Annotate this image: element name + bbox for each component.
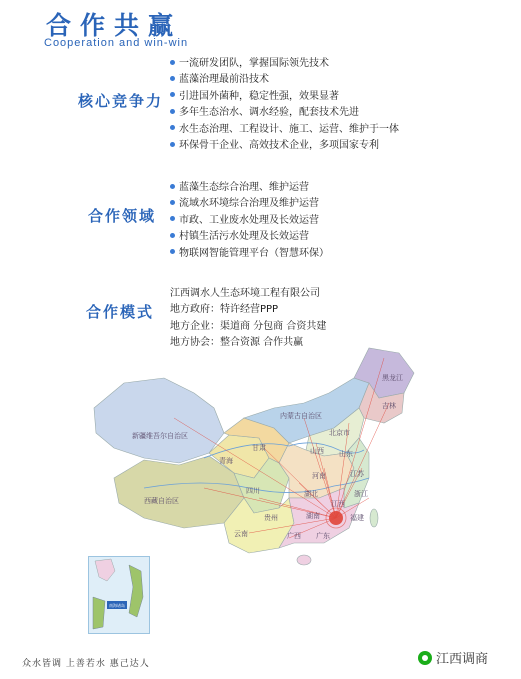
hub-marker — [329, 511, 343, 525]
map-label: 山东 — [339, 450, 353, 458]
map-label: 甘肃 — [252, 444, 266, 452]
section-title-fields: 合作领域 — [88, 207, 157, 225]
bullet-icon — [170, 109, 175, 114]
map-label: 黑龙江 — [382, 374, 403, 382]
list-item: 江西调水人生态环境工程有限公司 — [170, 288, 320, 299]
list-item: 环保骨干企业、高效技术企业，多项国家专利 — [170, 138, 399, 154]
bullet-icon — [170, 249, 175, 254]
list-item: 水生态治理、工程设计、施工、运营、维护于一体 — [170, 122, 399, 138]
list-item: 村镇生活污水处理及长效运营 — [170, 229, 329, 245]
map-label: 内蒙古自治区 — [280, 412, 322, 420]
section-title-mode: 合作模式 — [86, 303, 155, 321]
list-item: 市政、工业废水处理及长效运营 — [170, 213, 329, 229]
list-item: 蓝藻治理最前沿技术 — [170, 72, 399, 88]
list-item: 物联网智能管理平台（智慧环保） — [170, 246, 329, 262]
section-title-core: 核心竞争力 — [78, 92, 164, 110]
fields-list — [170, 180, 329, 262]
bullet-icon — [170, 200, 175, 205]
map-label: 云南 — [234, 530, 248, 538]
map-label: 新疆维吾尔自治区 — [132, 432, 188, 440]
inset-label: 南海诸岛 — [109, 603, 125, 608]
bullet-icon — [170, 76, 175, 81]
map-label: 河南 — [312, 472, 326, 480]
list-item: 引进国外菌种，稳定性强，效果显著 — [170, 89, 399, 105]
brand-label: 江西调商 — [436, 652, 489, 667]
list-item: 流域水环境综合治理及维护运营 — [170, 196, 329, 212]
map-label: 青海 — [219, 457, 233, 465]
map-label: 贵州 — [264, 514, 278, 522]
bullet-icon — [170, 125, 175, 130]
map-label: 西藏自治区 — [144, 497, 179, 505]
bullet-icon — [170, 233, 175, 238]
region-xinjiang — [94, 378, 224, 463]
south-china-sea-inset — [88, 556, 150, 634]
region-xizang — [114, 456, 244, 528]
list-item: 蓝藻生态综合治理、维护运营 — [170, 180, 329, 196]
region-taiwan — [370, 509, 378, 527]
map-label: 四川 — [246, 487, 260, 495]
map-label: 吉林 — [382, 402, 396, 410]
bullet-icon — [170, 92, 175, 97]
list-item: 地方协会：整合资源 合作共赢 — [170, 337, 304, 349]
map-label: 福建 — [350, 514, 364, 522]
brand — [418, 648, 488, 667]
list-item: 多年生态治水、调水经验，配套技术先进 — [170, 105, 399, 121]
list-item: 一流研发团队，掌握国际领先技术 — [170, 56, 399, 72]
map-label: 广西 — [287, 532, 301, 540]
map-label: 湖南 — [306, 512, 320, 520]
inset-map — [89, 557, 149, 633]
bullet-icon — [170, 184, 175, 189]
core-list — [170, 56, 399, 154]
bullet-icon — [170, 216, 175, 221]
map-label: 江苏 — [350, 470, 364, 478]
page-title: 合作共赢 — [46, 11, 183, 40]
map-label: 浙江 — [354, 490, 368, 498]
map-label: 湖北 — [304, 490, 318, 498]
map-label: 江西 — [331, 500, 345, 508]
page-subtitle: Cooperation and win-win — [44, 37, 189, 49]
map-label: 山西 — [310, 447, 324, 455]
bullet-icon — [170, 60, 175, 65]
map-label: 广东 — [316, 532, 330, 540]
list-item: 地方政府：特许经营PPP — [170, 304, 279, 316]
wechat-icon — [418, 651, 432, 665]
region-hainan — [297, 555, 311, 565]
map-label: 北京市 — [329, 429, 350, 437]
bullet-icon — [170, 142, 175, 147]
list-item: 地方企业：渠道商 分包商 合资共建 — [170, 320, 327, 332]
footer-slogan: 众水皆调 上善若水 惠己达人 — [22, 659, 150, 669]
